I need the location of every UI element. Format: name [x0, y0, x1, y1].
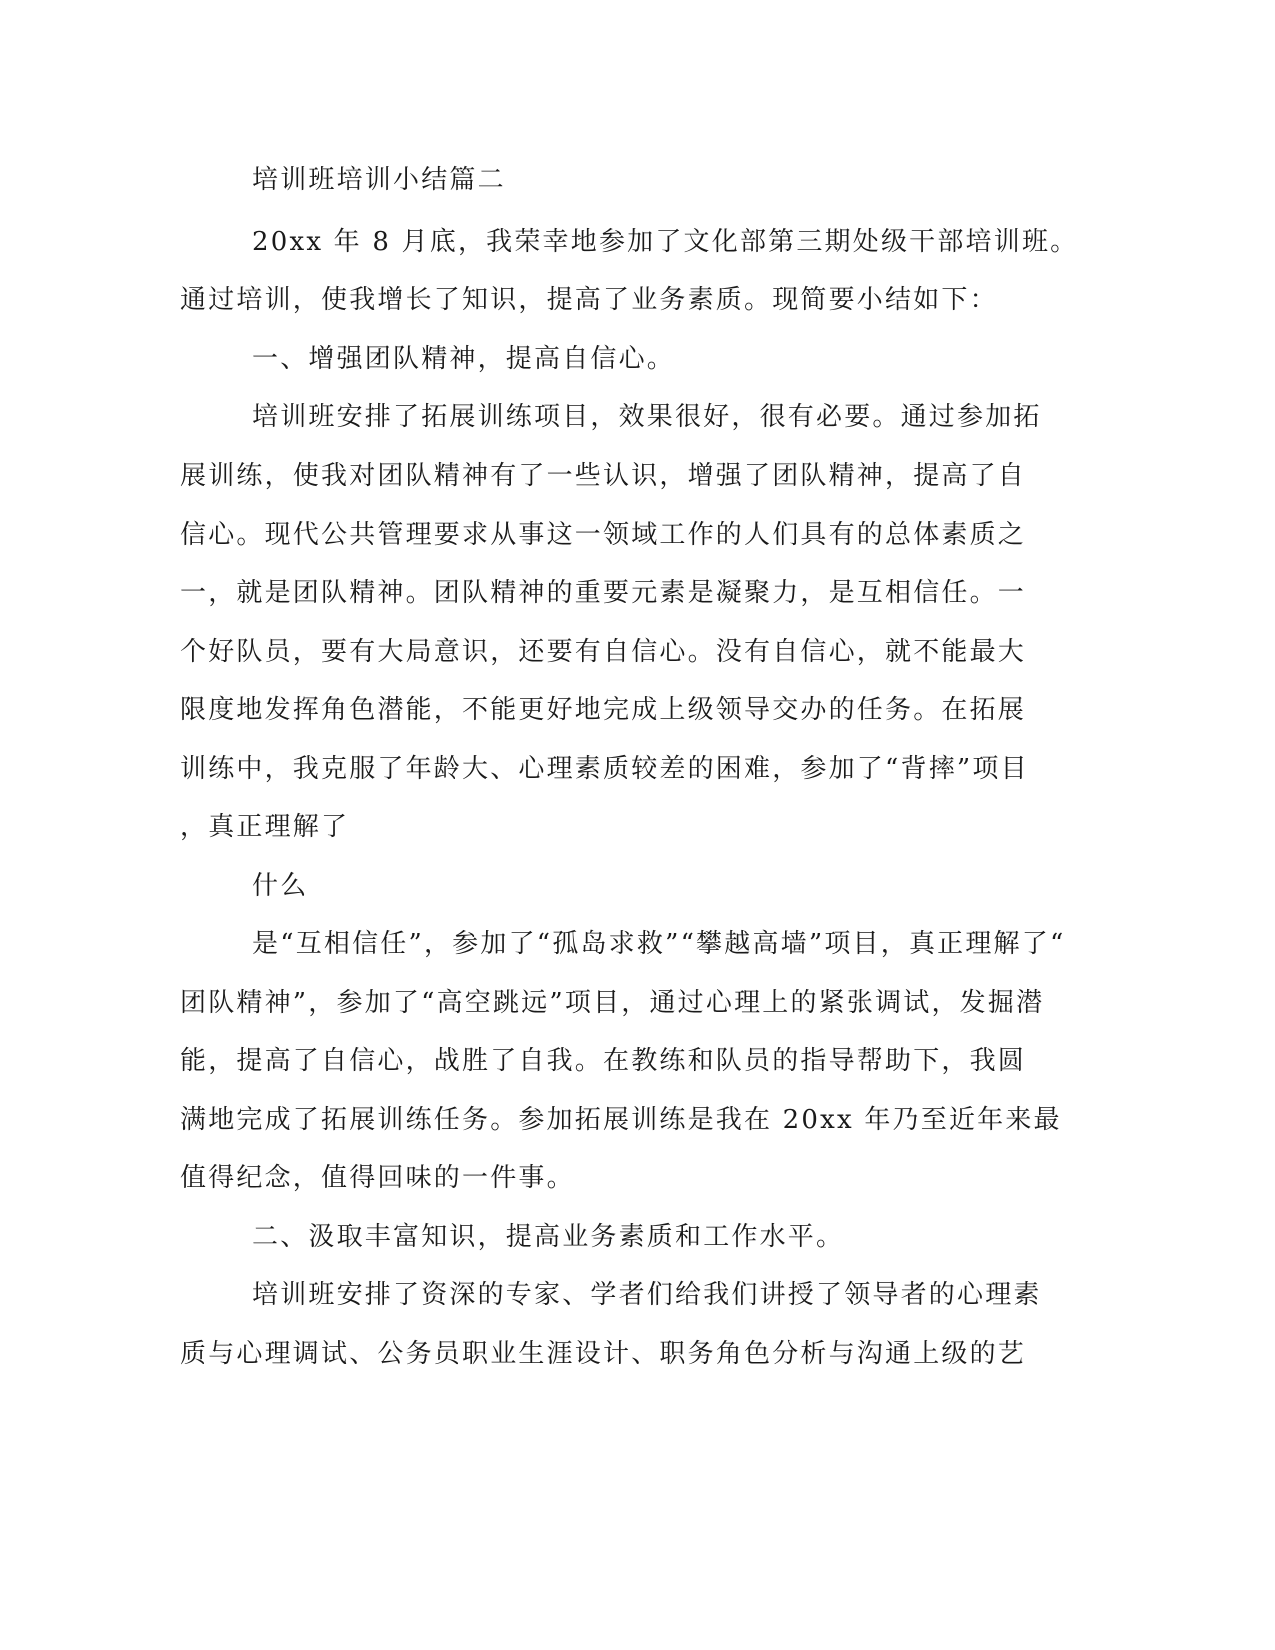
document-title: 培训班培训小结篇二 — [252, 165, 506, 195]
text-line: 值得纪念，值得回味的一件事。 — [180, 1163, 575, 1193]
text-line: 限度地发挥角色潜能，不能更好地完成上级领导交办的任务。在拓展 — [180, 695, 1027, 725]
text-line: 团队精神”，参加了“高空跳远”项目，通过心理上的紧张调试，发掘潜 — [180, 988, 1045, 1018]
text-line: 满地完成了拓展训练任务。参加拓展训练是我在 20xx 年乃至近年来最 — [180, 1105, 1062, 1135]
text-line: 20xx 年 8 月底，我荣幸地参加了文化部第三期处级干部培训班。 — [252, 227, 1079, 257]
text-line: 信心。现代公共管理要求从事这一领域工作的人们具有的总体素质之 — [180, 520, 1027, 550]
text-line: 通过培训，使我增长了知识，提高了业务素质。现简要小结如下： — [180, 285, 998, 315]
section-heading: 一、增强团队精神，提高自信心。 — [252, 344, 676, 374]
text-line: 能，提高了自信心，战胜了自我。在教练和队员的指导帮助下，我圆 — [180, 1046, 1027, 1076]
text-line: 质与心理调试、公务员职业生涯设计、职务角色分析与沟通上级的艺 — [180, 1339, 1027, 1369]
text-line: 训练中，我克服了年龄大、心理素质较差的困难，参加了“背摔”项目 — [180, 754, 1029, 784]
text-line: 培训班安排了资深的专家、学者们给我们讲授了领导者的心理素 — [252, 1280, 1042, 1310]
text-line: ，真正理解了 — [180, 812, 350, 842]
text-line: 展训练，使我对团队精神有了一些认识，增强了团队精神，提高了自 — [180, 461, 1027, 491]
text-line: 一，就是团队精神。团队精神的重要元素是凝聚力，是互相信任。一 — [180, 578, 1027, 608]
section-heading: 二、汲取丰富知识，提高业务素质和工作水平。 — [252, 1222, 845, 1252]
text-line: 是“互相信任”，参加了“孤岛求救”“攀越高墙”项目，真正理解了“ — [252, 929, 1066, 959]
text-line: 什么 — [252, 871, 309, 901]
text-line: 个好队员，要有大局意识，还要有自信心。没有自信心，就不能最大 — [180, 637, 1027, 667]
text-line: 培训班安排了拓展训练项目，效果很好，很有必要。通过参加拓 — [252, 402, 1042, 432]
